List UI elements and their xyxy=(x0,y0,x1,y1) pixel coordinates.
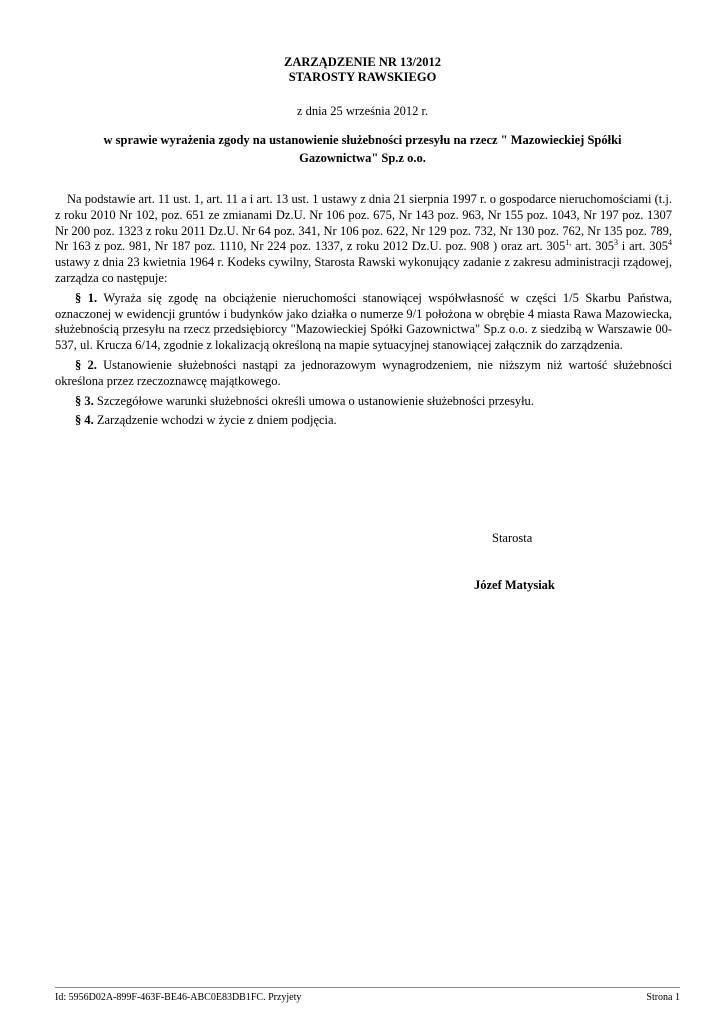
document-title-line1: ZARZĄDZENIE NR 13/2012 xyxy=(284,55,441,69)
preamble-paragraph xyxy=(55,192,672,287)
document-header xyxy=(0,55,725,119)
preamble-part2: art. 305 xyxy=(571,239,614,254)
document-title-line2: STAROSTY RAWSKIEGO xyxy=(288,70,437,84)
paragraph-1-text: Wyraża się zgodę na obciążenie nieruchomości stanowiącej współwłasność w części 1/5 Skarbu Państwa, oznaczonej w ewidencji gruntów i budynków jako działka o numerze 9/1 położona w obrębie 4 miasta Rawa Mazowiecka, służebnością przesyłu na rzecz przedsiębiorcy "Mazowieckiej Spółki Gazownictwa" Sp.z o.o. z siedzibą w Warszawie 00-537, ul. Krucza 6/14, zgodnie z lokalizacją określoną na mapie sytuacyjnej stanowiącej załącznik do zarządzenia. xyxy=(55,290,673,353)
footer-page-number: Strona 1 xyxy=(646,992,680,1003)
paragraph-4-label: § 4. xyxy=(75,413,94,428)
preamble-part3: i art. 305 xyxy=(617,239,668,254)
paragraph-3-label: § 3. xyxy=(75,393,94,408)
paragraph-1 xyxy=(55,291,672,354)
document-date: z dnia 25 września 2012 r. xyxy=(296,104,429,118)
document-body xyxy=(55,192,672,433)
signature-role: Starosta xyxy=(492,531,533,545)
signature-name: Józef Matysiak xyxy=(474,578,555,592)
paragraph-3 xyxy=(55,394,672,410)
paragraph-4 xyxy=(55,413,672,429)
footer-document-id: Id: 5956D02A-899F-463F-BE46-ABC0E83DB1FC. Przyjety xyxy=(55,992,302,1003)
paragraph-3-text: Szczegółowe warunki służebności określi umowa o ustanowienie służebności przesyłu. xyxy=(93,393,534,408)
paragraph-2 xyxy=(55,358,672,390)
preamble-part4: ustawy z dnia 23 kwietnia 1964 r. Kodeks cywilny, Starosta Rawski wykonujący zadanie z zakresu administracji rządowej, zarządza co następuje: xyxy=(55,255,672,285)
paragraph-2-label: § 2. xyxy=(75,357,97,372)
preamble-sup1: 1, xyxy=(565,238,572,248)
paragraph-4-text: Zarządzenie wchodzi w życie z dniem podjęcia. xyxy=(93,413,337,428)
paragraph-1-label: § 1. xyxy=(75,290,98,305)
preamble-part1: Na podstawie art. 11 ust. 1, art. 11 a i art. 13 ust. 1 ustawy z dnia 21 sierpnia 1997 r. o gospodarce nieruchomościami (t.j. z roku 2010 Nr 102, poz. 651 ze zmianami Dz.U. Nr 106 poz. 675, Nr 143 poz. 963, Nr 155 poz. 1043, Nr 197 poz. 1307 Nr 200 poz. 1323 z roku 2011 Dz.U. Nr 64 poz. 341, Nr 106 poz. 622, Nr 129 poz. 732, Nr 130 poz. 762, Nr 135 poz. 789, Nr 163 z poz. 981, Nr 187 poz. 1110, Nr 224 poz. 1337, z roku 2012 Dz.U. poz. 908 ) oraz art. 305 xyxy=(55,192,672,254)
preamble-sup3: 4 xyxy=(667,238,672,248)
footer-divider xyxy=(55,987,680,988)
document-subject: w sprawie wyrażenia zgody na ustanowienie służebności przesyłu na rzecz " Mazowieckiej Spółki Gazownictwa" Sp.z o.o. xyxy=(103,133,622,165)
paragraph-2-text: Ustanowienie służebności nastąpi za jednorazowym wynagrodzeniem, nie niższym niż wartość służebności określona przez rzeczoznawcę majątkowego. xyxy=(55,357,672,388)
preamble-sup2: 3 xyxy=(613,238,618,248)
